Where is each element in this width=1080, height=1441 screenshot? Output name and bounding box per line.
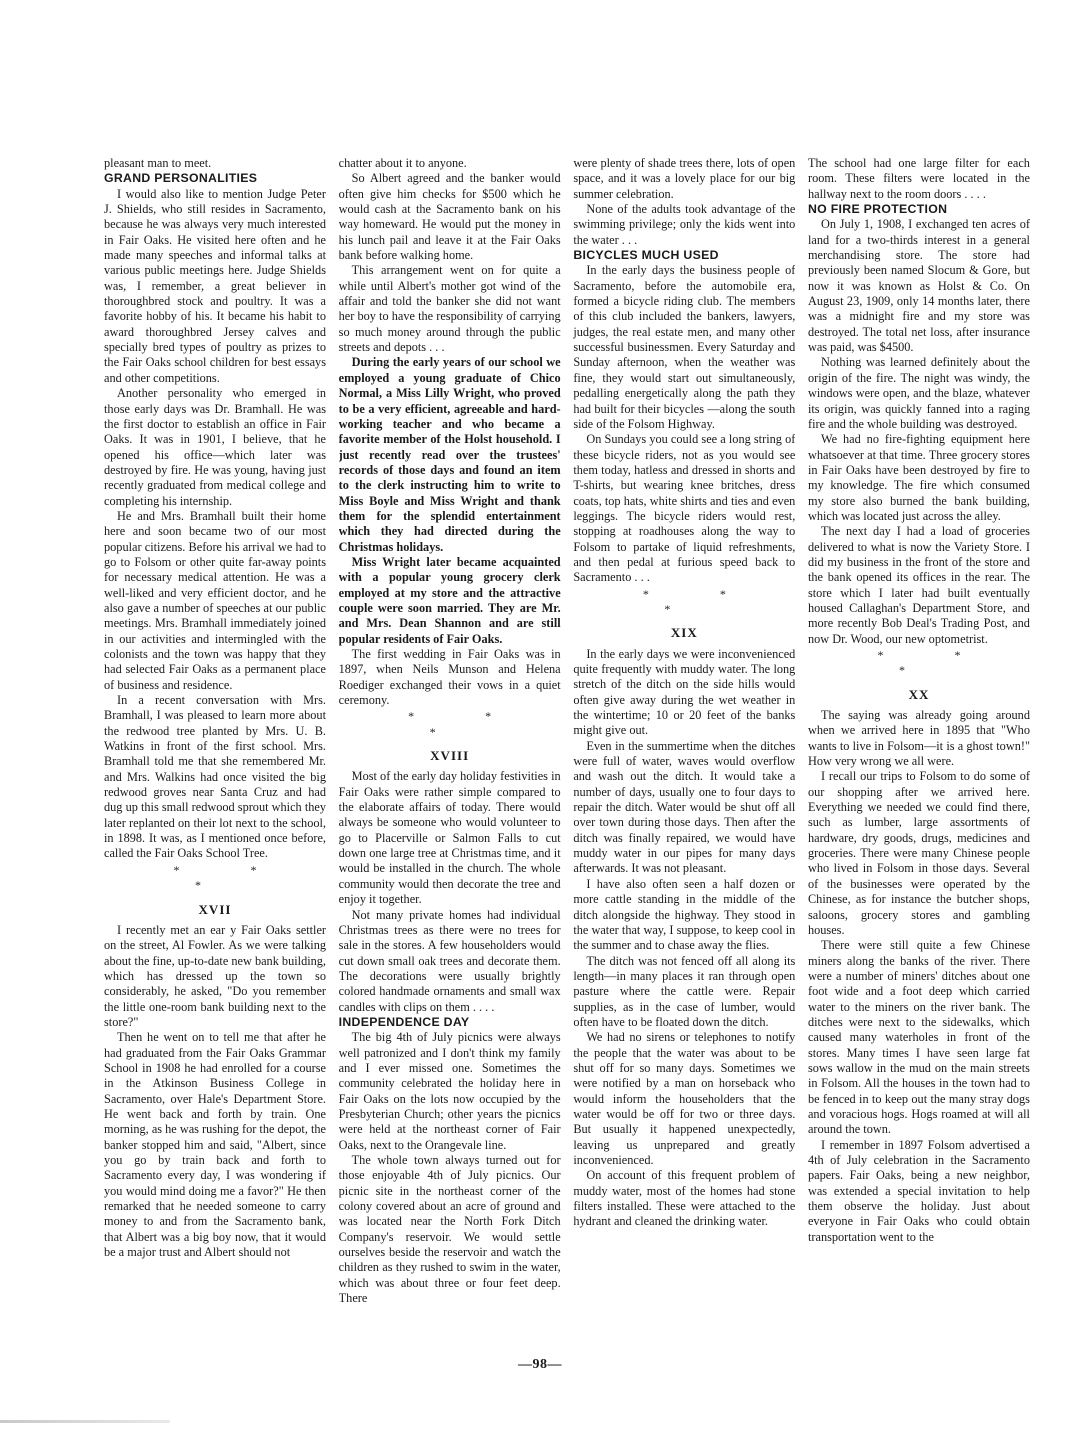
paragraph: This arrangement went on for quite a while until Albert's mother got wind of the affair and told the banker she did not want her boy to have the responsibility of carrying so much money around through the public streets and depots . . . (338, 263, 561, 355)
chapter-heading-xviii: XVIII (430, 748, 470, 764)
paragraph: In the early days the business people of Sacramento, before the automobile era, formed a bicycle riding club. The members of this club included the bankers, lawyers, judges, the real estate men, and many other successful businessmen. Every Saturday and Sunday afternoon, when the weather was fine, they would start out simultaneously, pedalling energetically along the path they had built for their bicycles —along the south side of the Folsom Highway. (573, 263, 796, 431)
paragraph: The big 4th of July picnics were always well patronized and I don't think my family and I ever missed one. Sometimes the community celebrated the holiday here in Fair Oaks on the lots now occupied by the Presbyterian Church; other years the picnics were held at the northeast corner of Fair Oaks, next to the Orangevale line. (338, 1030, 561, 1152)
section-divider-stars: * * * (408, 709, 526, 739)
chapter-heading-xvii: XVII (198, 901, 232, 917)
paragraph: I remember in 1897 Folsom advertised a 4th of July celebration in the Sacramento papers. Fair Oaks, being a new neighbor, was extended a special invitation to help them observe the holiday. Just about everyone in Fair Oaks who could obtain transportation went to the (807, 1137, 1030, 1244)
paragraph: We had no fire-fighting equipment here whatsoever at that time. Three grocery stores in Fair Oaks have been destroyed by fire to my knowledge. The fire which consumed my store also burned the bank building, which was located just across the alley. (807, 432, 1030, 523)
bold-paragraph: During the early years of our school we employed a young graduate of Chico Normal, a Miss Lilly Wright, who proved to be a very efficient, agreeable and hard-working teacher and who became a favorite member of the Holst household. I just recently read over the trustees' records of those days and found an item to the clerk instructing him to write to Miss Boyle and Miss Wright and thank them for the splendid entertainment which they had directed during the Christmas holidays. (338, 355, 561, 554)
section-divider-stars: * * * (642, 586, 760, 616)
section-heading-bicycles-much-used: BICYCLES MUCH USED (573, 248, 719, 263)
text-columns (104, 156, 1030, 1336)
paragraph: The next day I had a load of groceries delivered to what is now the Variety Store. I did my business in the front of the store and the bank opened its offices in the rear. The store which I later had built eventually housed Callaghan's Department Store, and more recently Bob Deal's Trading Post, and now Dr. Wood, our new optometrist. (807, 524, 1030, 646)
paragraph: There were still quite a few Chinese miners along the banks of the river. There were a number of miners' ditches about one foot wide and a foot deep which carried water to the miners on the river bank. The ditches were next to the sidewalks, which caused many waterholes in front of the stores. Many times I have seen large fat sows wallow in the mud on the main streets in Folsom. All the houses in the town had to be fenced in to keep out the many stray dogs and voracious hogs. Hogs roamed at will all around the town. (807, 938, 1030, 1137)
paragraph: The whole town always turned out for those enjoyable 4th of July picnics. Our picnic site in the northeast corner of the colony covered about an acre of ground and was located near the North Fork Ditch Company's reservoir. We would settle ourselves beside the reservoir and watch the children as they rushed to swim in the water, which was about three or four feet deep. There (338, 1153, 561, 1306)
section-divider-stars: * * * (877, 648, 995, 678)
paragraph: Another personality who emerged in those early days was Dr. Bramhall. He was the first doctor to establish an office in Fair Oaks. It was in 1901, I believe, that he opened his office—which later was destroyed by fire. He was young, having just recently graduated from medical college and completing his internship. (104, 386, 326, 508)
paragraph: I would also like to mention Judge Peter J. Shields, who still resides in Sacramento, because he was always very much interested in Fair Oaks. He visited here often and he made many speeches and informal talks at various public meetings here. Judge Shields was, I remember, a great believer in thoroughbred stock and poultry. It was a favorite hobby of his. It became his habit to award thoroughbred Jersey calves and specially bred types of poultry as prizes to the Fair Oaks school children for best essays and other competitions. (104, 186, 326, 385)
column-3 (573, 156, 795, 1336)
paragraph: The school had one large filter for each room. These filters were located in the hallway next to the room doors . . . . (807, 156, 1030, 201)
paragraph: chatter about it to anyone. (338, 156, 467, 170)
section-heading-independence-day: INDEPENDENCE DAY (338, 1014, 470, 1029)
column-1 (104, 156, 326, 1336)
scan-edge-mark (0, 1420, 170, 1423)
paragraph: were plenty of shade trees there, lots of open space, and it was a lovely place for our big summer celebration. (573, 156, 796, 201)
paragraph: We had no sirens or telephones to notify the people that the water was about to be shut off for so many days. Sometimes we were notified by a man on horseback who would inform the householders that the water would be off for two or three days. But usually it happened unexpectedly, leaving us unprepared and greatly inconvenienced. (573, 1030, 796, 1167)
paragraph: The saying was already going around when we arrived here in 1895 that "Who wants to live in Folsom—it is a ghost town!" How very wrong we all were. (807, 708, 1030, 769)
page-number: —98— (518, 1357, 562, 1372)
paragraph: The ditch was not fenced off all along its length—in many places it ran through open pasture where the cattle were. Repair supplies, as in the case of lumber, would often have to be floated down the ditch. (573, 953, 796, 1029)
column-2 (339, 156, 561, 1336)
paragraph: I recently met an ear y Fair Oaks settler on the street, Al Fowler. As we were talking about the fine, up-to-date new bank building, which has dressed up the town so considerably, he asked, "Do you remember the little one-room bank building next to the store?" (104, 922, 326, 1029)
paragraph: On account of this frequent problem of muddy water, most of the homes had stone filters installed. These were attached to the hydrant and cleaned the drinking water. (573, 1168, 796, 1229)
paragraph: The first wedding in Fair Oaks was in 1897, when Neils Munson and Helena Roediger exchanged their vows in a quiet ceremony. (338, 647, 561, 708)
section-divider-stars: * * * (173, 862, 291, 893)
paragraph: So Albert agreed and the banker would often give him checks for $500 which he would cash at the Sacramento bank on his way homeward. He would put the money in his lunch pail and leave it at the Fair Oaks bank before walking home. (338, 171, 561, 263)
paragraph: In the early days we were inconvenienced quite frequently with muddy water. The long stretch of the ditch on the side hills would often give away during the wet weather in the wintertime; 10 or 20 feet of the banks might give out. (573, 646, 796, 738)
paragraph: Nothing was learned definitely about the origin of the fire. The night was windy, the windows were open, and the blaze, whatever its origin, was quickly fanned into a raging fire and the whole building was destroyed. (807, 355, 1030, 431)
paragraph: Then he went on to tell me that after he had graduated from the Fair Oaks Grammar School in 1908 he had enrolled for a course in the Atkinson Business College in Sacramento, over Hale's Department Store. He went back and forth by train. One morning, as he was rushing for the depot, the banker stopped him and said, "Albert, since you go by train back and forth to Sacramento every day, I was wondering if you would mind doing me a favor?" He then remarked that he needed someone to carry money to and from the Sacramento bank, that Albert was a big boy now, that it would be a major trust and Albert should not (104, 1030, 326, 1260)
column-4 (808, 156, 1030, 1336)
paragraph: Most of the early day holiday festivities in Fair Oaks were rather simple compared to the elaborate affairs of today. There would always be someone who would volunteer to go to Placerville or Salmon Falls to cut down one large tree at Christmas time, and it would be installed in the church. The whole community would then decorate the tree and enjoy it together. (338, 769, 561, 907)
paragraph: On Sundays you could see a long string of these bicycle riders, not as you would see them today, hatless and dressed in shorts and T-shirts, but wearing knee britches, dress coats, top hats, white shirts and ties and even leggings. The bicycle riders would rest, stopping at roadhouses along the way to Folsom to partake of liquid refreshments, and then pedal at furious speed back to Sacramento . . . (573, 432, 796, 585)
paragraph: He and Mrs. Bramhall built their home here and soon became two of our most popular citizens. Before his arrival we had to go to Folsom or other quite far-away points for necessary medical attention. He was a well-liked and very efficient doctor, and he also gave a number of speeches at our public meetings. Mrs. Bramhall immediately joined in our activities and intermingled with the colonists and the town was happy that they had selected Fair Oaks as a permanent place of business and residence. (104, 508, 326, 692)
paragraph: None of the adults took advantage of the swimming privilege; only the kids went into the water . . . (573, 202, 796, 247)
paragraph: Not many private homes had individual Christmas trees as there were no trees for sale in the stores. A few householders would cut down small oak trees and decorate them. The decorations were usually brightly colored handmade ornaments and small wax candles with clips on them . . . . (338, 907, 561, 1014)
paragraph: Even in the summertime when the ditches were full of water, waves would overflow and wash out the ditch. It would take a number of days, usually one to four days to repair the ditch. Water would be shut off all over town during those days. Then after the ditch was finally repaired, we would have muddy water in our pipes for many days afterwards. It was not pleasant. (573, 738, 796, 876)
paragraph: pleasant man to meet. (104, 156, 212, 170)
chapter-heading-xx: XX (908, 686, 930, 702)
paragraph: On July 1, 1908, I exchanged ten acres of land for a two-thirds interest in a general merchandising store. The store had previously been named Slocum & Gore, but now it was known as Holst & Co. On August 23, 1909, only 14 months later, there was a midnight fire and my store was destroyed. The total net loss, after insurance was paid, was $4500. (807, 217, 1030, 355)
section-heading-no-fire-protection: NO FIRE PROTECTION (807, 202, 948, 217)
paragraph: I have also often seen a half dozen or more cattle standing in the middle of the ditch alongside the highway. They stood in the water that way, I suppose, to keep cool in the summer and to chase away the flies. (573, 876, 796, 953)
paragraph: I recall our trips to Folsom to do some of our shopping after we arrived here. Everything we needed we could find there, such as lumber, large assortments of hardware, dry goods, drugs, medicines and groceries. There were many Chinese people who lived in Folsom in those days. Several of the businesses were operated by the Chinese, as for instance the butcher shops, saloons, grocery stores and gambling houses. (807, 769, 1030, 937)
chapter-heading-xix: XIX (670, 625, 698, 641)
section-heading-grand-personalities: GRAND PERSONALITIES (104, 171, 258, 186)
paragraph: In a recent conversation with Mrs. Bramhall, I was pleased to learn more about the redwood tree planted by Mrs. U. B. Watkins in front of the first school. Mrs. Bramhall told me that she remembered Mr. and Mrs. Walkins had once visited the big redwood groves near Santa Cruz and had dug up this small redwood sprout which they later replanted on their lot next to the school, in 1898. It was, as I mentioned once before, called the Fair Oaks School Tree. (104, 693, 326, 861)
bold-paragraph: Miss Wright later became acquainted with a popular young grocery clerk employed at my store and the attractive couple were soon married. They are Mr. and Mrs. Dean Shannon and are still popular residents of Fair Oaks. (338, 554, 561, 646)
